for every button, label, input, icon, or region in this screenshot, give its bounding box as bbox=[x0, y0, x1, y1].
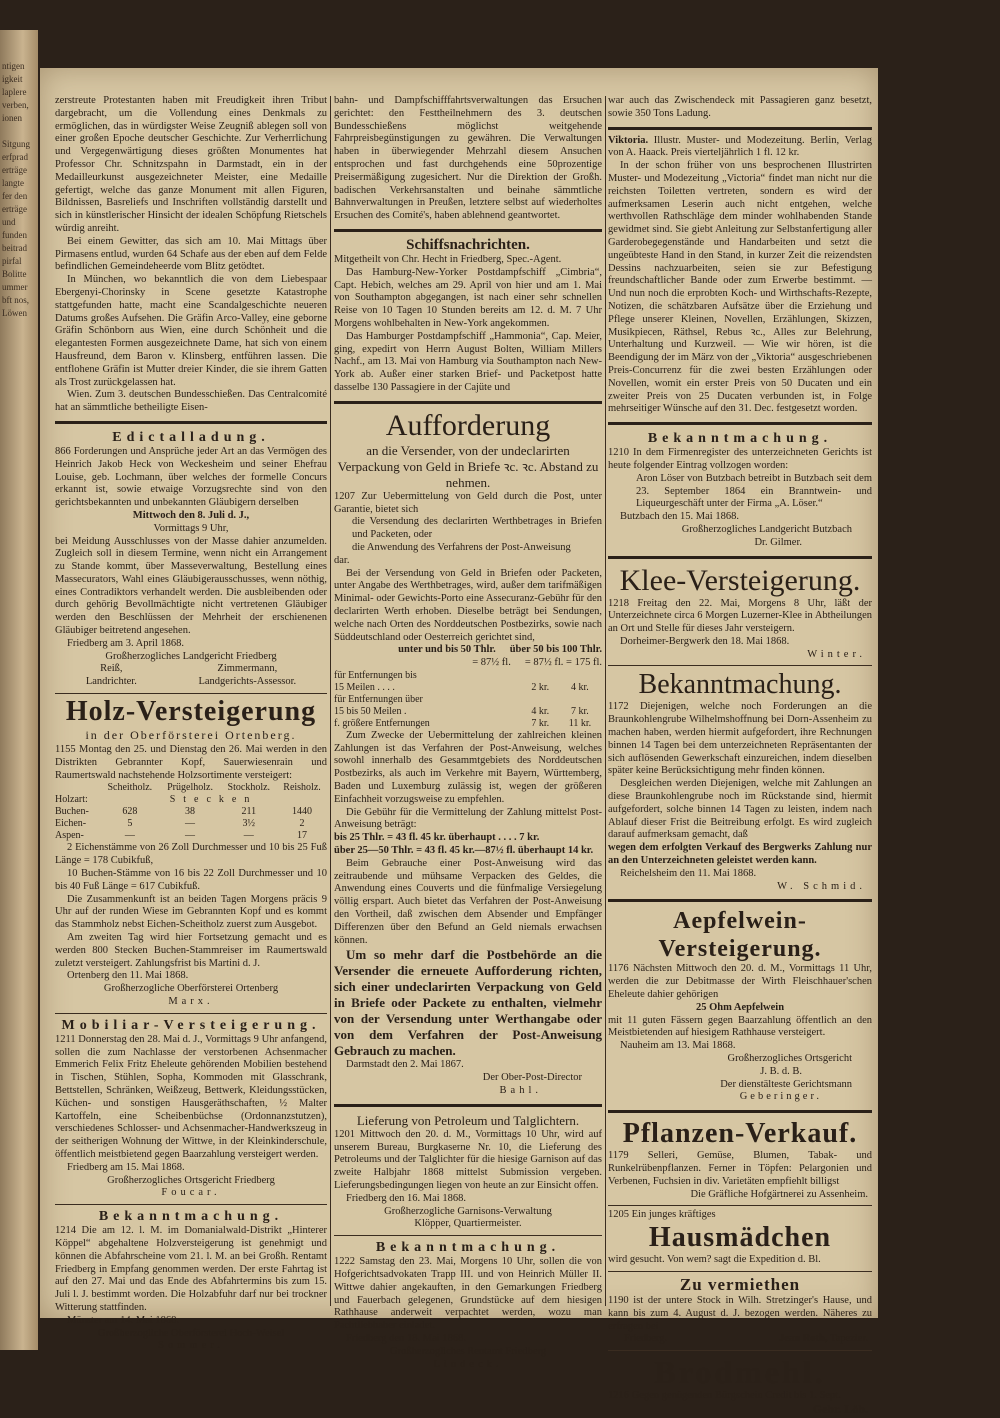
notice-body: 1214 Die am 12. l. M. im Domanialwald-Distrikt „Hinterer Köppel“ abgehaltene Holzversteigerung ist genehmigt und können die Abfahrscheine vom 21. l. M. an bei Großh. Rentamt Friedberg in Empfang genommen werden. Der erste Fahrtag ist auf den 27. Mai und das Ende des Abfahrtermins bis zum 15. Juli l. J. bestimmt worden. Die Holzabfuhr darf nur bei trockner Witterung stattfinden. bbox=[55, 1225, 327, 1313]
notice-aepfelwein-versteigerung bbox=[608, 906, 872, 1106]
notice-title: Lieferung von Petroleum und Talglichtern. bbox=[356, 1112, 580, 1128]
role: Landgerichts-Assessor. bbox=[198, 676, 297, 688]
signature: Marx. bbox=[168, 996, 214, 1008]
notice-bekanntmachung bbox=[55, 1207, 327, 1355]
office: Großherzogliche Garnisons-Verwaltung bbox=[384, 1205, 552, 1217]
paragraph: In der schon früher von uns besprochenen Illustrirten Muster- und Modezeitung „Victoria“ findet man nicht nur die reichsten Toiletten vertreten, sondern es wird der aufmerksamen Leserin auch nicht entgehen, welche werthvollen Rathschläge dem minder wohlhabenden Stande gewidmet sind. Sie giebt Anleitung zur Selbstanfertigung aller Garderobegegenstände und Handarbeiten und setzt die ungeübteste Hand in den Stand, in kurzer Zeit die reizendsten Dessins nachzuarbeiten, seien sie zur Befestigung freundschaftlicher Bande oder zum Erwerbe bestimmt. — Und nun noch die erprobten Koch- und Wirthschafts-Rezepte, Notizen, die schätzbaren Aufsätze über die Erziehung und Pflege unserer Kleinen, Novellen, Erzählungen, Skizzen, Musikpiecen, Räthsel, Rebus ꝛc., Alles zur Belehrung, Unterhaltung und Kurzweil. — Wie wir hören, ist die Beendigung der im März von der „Viktoria“ ausgeschriebenen Preis-Concurrenz für die zwei besten Erzählungen oder Novellen, womit ein erster Preis von 50 Ducaten und ein zweiter Preis von 25 Ducaten verbunden ist, in Folge mehrseitiger Wünsche auf den 31. Dec. festgesetzt worden. bbox=[608, 160, 872, 415]
paragraph: Das Hamburg-New-Yorker Postdampfschiff „Cimbria“, Capt. Hebich, welches am 29. April von hier und am 1. Mai von Southampton abgegangen, ist nach einer sehr schnellen Reise von 10 Tagen 10 Stunden bereits am 12. d. M. 7 Uhr Morgens wohlbehalten in New-York angekommen. bbox=[334, 266, 602, 329]
tariff-header: über 50 bis 100 Thlr. bbox=[509, 644, 602, 656]
tariff-header: unter und bis 50 Thlr. bbox=[398, 644, 496, 656]
fee-line: über 25—50 Thlr. = 43 fl. 45 kr.—87½ fl. überhaupt 14 kr. bbox=[334, 845, 594, 857]
news-article bbox=[334, 94, 602, 225]
office: Großherzogliches Rentamt Friedberg bbox=[389, 1345, 547, 1357]
place-date: Butzbach den 15. Mai 1868. bbox=[620, 511, 739, 523]
notice-title: Holz-Versteigerung bbox=[65, 696, 317, 728]
notice-body: 1218 Freitag den 22. Mai, Morgens 8 Uhr, läßt der Unterzeichnete circa 6 Morgen Luzerner-Klee in Abtheilungen an Ort und Stelle für dieses Jahr versteigern. bbox=[608, 597, 872, 635]
office: Großherzogliche Oberförsterei Hoch-Weisel bbox=[97, 1327, 285, 1339]
divider bbox=[608, 1110, 872, 1113]
divider bbox=[608, 422, 872, 425]
table-header: Stockholz. bbox=[227, 782, 271, 794]
ad-pflanzen-verkauf bbox=[608, 1117, 872, 1203]
review-title: Viktoria. bbox=[608, 134, 649, 146]
ad-title: Zu vermiethen bbox=[679, 1274, 801, 1294]
ad-intro: 1205 Ein junges kräftiges bbox=[608, 1209, 716, 1221]
wood-table bbox=[55, 782, 327, 842]
place-date: Reichelsheim den 11. Mai 1868. bbox=[620, 867, 757, 879]
divider bbox=[334, 1104, 602, 1107]
table-cell: 2 kr. bbox=[531, 681, 550, 693]
notice-body: 1176 Nächsten Mittwoch den 20. d. M., Vormittags 11 Uhr, werden die zur Debitmasse der Wirth Fleischhauer'schen Eheleute dahier gehörigen bbox=[608, 963, 872, 1001]
notice-body: Am zweiten Tag wird hier Fortsetzung gemacht und es werden 800 Stecken Buchen-Stammreiser im Raumertswald zuletzt versteigert. Zahlungsfrist bis Martini d. J. bbox=[55, 932, 327, 969]
notice-title: Bekanntmachung. bbox=[375, 1240, 561, 1256]
notice-body: 1172 Diejenigen, welche noch Forderungen an die Braunkohlengrube Wilhelmshoffnung bei Dorn-Assenheim zu machen haben, werden hiermit aufgefordert, ihre Rechnungen binnen 14 Tagen bei dem unterzeichneten Repräsentanten der sich auflösenden Gewerkschaft einzureichen, indem dieselben später keine Berücksichtigung mehr finden können. bbox=[608, 701, 872, 777]
paragraph: Das Hamburger Postdampfschiff „Hammonia“, Cap. Meier, ging, expedirt von Herrn August Bolten, William Millers Nachf., am 13. Mai von Hamburg via Southampton nach New-York ab. Außer einer starken Brief- und Packetpost hatte dasselbe 130 Passagiere in der Cajüte und bbox=[334, 330, 602, 393]
ad-title: Pflanzen-Verkauf. bbox=[622, 1118, 858, 1150]
notice-body: 1222 Samstag den 23. Mai, Morgens 10 Uhr, sollen die von Hofgerichtsadvokaten Trapp III. und von Heinrich Müller II. Wittwe dahier angekauften, in den Gemarkungen Friedberg und Fauerbach gelegenen, Grundstücke auf dem hiesigen Rathhause anderweit verpachtet werden, wozu man Pachtliebhaber einladet. bbox=[334, 1256, 602, 1332]
notice-body: 10 Buchen-Stämme von 16 bis 22 Zoll Durchmesser und 10 bis 40 Fuß Länge = 617 Cubikfuß. bbox=[55, 868, 327, 892]
option: die Versendung des declarirten Werthbetrages in Briefen und Packeten, oder bbox=[352, 516, 602, 541]
tariff-header: = 87½ fl. bbox=[472, 657, 511, 669]
column-1 bbox=[55, 94, 327, 1355]
table-row bbox=[55, 806, 327, 818]
table-header: Reisholz. bbox=[283, 782, 321, 794]
signature: W. Schmid. bbox=[777, 880, 866, 892]
table-cell: 211 bbox=[241, 806, 257, 818]
signature: Lindeck. bbox=[433, 1358, 503, 1370]
fee-line: bis 25 Thlr. = 43 fl. 45 kr. überhaupt . . . . 7 kr. bbox=[334, 832, 540, 844]
tariff-header: = 87½ fl. = 175 fl. bbox=[524, 657, 602, 669]
ad-body: 1179 Sellerі, Gemüse, Blumen, Tabak- und Runkelrübenpflanzen. Ferner in Töpfen: Pelargonien und Verbenen, Fuchsien in div. Varietäten empfiehlt billigst bbox=[608, 1150, 872, 1187]
notice-title: Bekanntmachung. bbox=[647, 431, 833, 447]
divider bbox=[608, 899, 872, 902]
place-date: Nauheim am 13. Mai 1868. bbox=[620, 1040, 736, 1052]
place-date: Dorheimer-Bergwerk den 18. Mai 1868. bbox=[620, 635, 790, 647]
notice-title: Klee-Versteigerung. bbox=[619, 563, 861, 597]
signature: Sommer. bbox=[158, 1340, 224, 1352]
ad-title: Hausmädchen bbox=[648, 1222, 832, 1254]
table-header: Scheitholz. bbox=[107, 782, 153, 794]
notice-body: 1211 Donnerstag den 28. Mai d. J., Vormittags 9 Uhr anfangend, sollen die zum Nachlasse der verstorbenen Achsenmacher Emmerich Felix Fritz Eheleute gehörenden Mobilien bestehend in Tischen, Stühlen, Sopha, Kommoden mit Glasschrank, Bettstellen, Schränken, Weißzeug, Bettwerk, Kleidungsstücken, Küchen- und sonstigen Hausgeräthschaften, ½ Malter Kartoffeln, eine Scheibenbüchse (Ordonnanzstutzen), verschiedenes Schlosser- und Achsenmacher-Handwerkszeug in der seitherigen Wohnung der Wittwe, in der Kleinkinderschule, öffentlich meistbietend gegen Baarzahlung versteigert werden. bbox=[55, 1033, 327, 1160]
place-date: Ortenberg den 11. Mai 1868. bbox=[67, 970, 189, 982]
signature: Reiß, bbox=[100, 663, 123, 675]
paragraph: In München, wo bekanntlich die von dem Liebespaar Ebergenyi-Chorinsky in Scene gesetzte Katastrophe stattgefunden hatte, macht eine Scandalgeschichte neueren Datums großes Aufsehen. Die Gräfin Arco-Valley, eine geborne Gräfin Schönborn aus Wien, eine durch Schönheit und die elegantesten Formen ausgezeichnete Dame, hat sich von einem Hausfreund, dem Baron v. Klinsberg, entführen lassen. Die entflohene Gräfin ist Mutter dreier Kinder, die sie ihrem Gatten als Trost zurückgelassen hat. bbox=[55, 274, 327, 388]
notice-bekanntmachung-1210 bbox=[608, 429, 872, 551]
newspaper-page bbox=[40, 68, 878, 1416]
table-cell: 7 kr. bbox=[571, 705, 589, 717]
tariff-table bbox=[334, 670, 602, 730]
notice-body: 1201 Mittwoch den 20. d. M., Vormittags 10 Uhr, wird auf unserem Bureau, Burgkaserne Nr. 10, die Lieferung des Petroleums und der Talglichter für die hiesige Garnison auf das zweite Halbjahr 1868 mittelst Submission vergeben. Lieferungsbedingungen liegen von heute an zur Einsicht offen. bbox=[334, 1128, 602, 1192]
table-header: Prügelholz. bbox=[167, 782, 213, 794]
column-2 bbox=[334, 94, 602, 1373]
table-row bbox=[334, 718, 602, 730]
signature: Klöpper, Quartiermeister. bbox=[414, 1218, 522, 1230]
notice-body: 2 Eichenstämme von 26 Zoll Durchmesser und 10 bis 25 Fuß Länge = 178 Cubikfuß, bbox=[55, 842, 327, 867]
ad-hausmaedchen bbox=[608, 1208, 872, 1269]
place-date: Friedberg den 16. Mai 1868. bbox=[346, 1192, 466, 1204]
role: Tapezier. bbox=[829, 1333, 868, 1345]
notice-bekanntmachung bbox=[334, 1238, 602, 1373]
divider bbox=[55, 693, 327, 694]
notice-title: Bekanntmachung. bbox=[638, 669, 842, 701]
paragraph: Wien. Zum 3. deutschen Bundesschießen. Das Centralcomité hat an sämmtliche betheiligte Eisen- bbox=[55, 389, 327, 414]
divider bbox=[55, 1204, 327, 1205]
notice-body: Um so mehr darf die Postbehörde an die Versender die erneuete Aufforderung richten, sich einer undeclarirten Verpackung von Geld in Briefe oder Packete zu enthalten, vielmehr von der Versendung unter Werthangabe oder von dem Verfahren der Post-Anweisung Gebrauch zu machen. bbox=[334, 947, 602, 1059]
review-header: Illustr. Muster- und Modezeitung. Berlin, Verlag von A. Haack. Preis vierteljährlich 1 fl. 12 kr. bbox=[608, 134, 872, 159]
table-row bbox=[55, 794, 327, 806]
notice-subtitle: an die Versender, von der undeclarirten Verpackung von Geld in Briefe ꝛc. ꝛc. Abstand zu nehmen. bbox=[337, 442, 599, 490]
paragraph: Bei einem Gewitter, das sich am 10. Mai Mittags über Pirmasens entlud, wurden 64 Schafe aus der eben auf dem Felde befindlichen Gemeindeheerde vom Blitz getödtet. bbox=[55, 235, 327, 273]
ad-zu-vermiethen bbox=[608, 1274, 872, 1348]
table-cell: Aspen- bbox=[55, 830, 84, 842]
office: Der Ober-Post-Director bbox=[482, 1072, 582, 1084]
place-date: Friedberg am 3. April 1868. bbox=[67, 637, 185, 649]
ad-body: 1190 ist der untere Stock in Wilh. Stretzinger's Hause, und kann bis zum 4. August d. J. bezogen werden. Näheres zu erfragen bei bbox=[608, 1294, 872, 1332]
paragraph: war auch das Zwischendeck mit Passagieren ganz besetzt, sowie 350 Tons Ladung. bbox=[608, 95, 872, 119]
table-row bbox=[334, 706, 602, 718]
notice-body: mit 11 guten Fässern gegen Baarzahlung öffentlich an den Meistbietenden auf hiesigem Rathhause versteigert. bbox=[608, 1014, 872, 1039]
table-cell: 15 Meilen . . . . bbox=[334, 681, 395, 693]
table-cell: 15 bis 50 Meilen . bbox=[334, 705, 407, 717]
table-cell: Eichen- bbox=[55, 818, 87, 830]
signature: Dr. Gilmer. bbox=[754, 536, 802, 548]
notice-body-emphasis: wegen dem erfolgten Verkauf des Bergwerks Zahlung nur an den Unterzeichneten geleistet werden kann. bbox=[608, 842, 872, 867]
notice-body: Die Zusammenkunft ist an beiden Tagen Morgens präcis 9 Uhr auf der runden Wiese im Gebrannten Kopf und es kommt das Stammholz nebst Eichen-Scheitholz zuerst zum Ausgebot. bbox=[55, 893, 327, 931]
office: Großherzogliche Oberförsterei Ortenberg bbox=[103, 983, 279, 995]
table-cell: — bbox=[124, 830, 135, 842]
divider bbox=[608, 1271, 872, 1272]
adjacent-page-edge bbox=[0, 30, 38, 1350]
table-row bbox=[334, 670, 602, 682]
table-row bbox=[334, 682, 602, 694]
column-3 bbox=[608, 94, 872, 1418]
divider bbox=[334, 1235, 602, 1236]
column-divider bbox=[330, 96, 331, 1306]
divider bbox=[608, 665, 872, 666]
court: Großherzogliches Landgericht Friedberg bbox=[105, 650, 277, 662]
divider bbox=[608, 1205, 872, 1206]
signature: Geberinger. bbox=[739, 1091, 822, 1103]
divider bbox=[334, 229, 602, 232]
table-cell: 5 bbox=[127, 818, 133, 830]
notice-title: Aufforderung bbox=[385, 408, 551, 442]
table-cell: — bbox=[185, 818, 196, 830]
table-cell: für Entfernungen über bbox=[334, 693, 423, 705]
table-cell: 38 bbox=[185, 806, 196, 818]
signature: Foucar. bbox=[161, 1187, 221, 1199]
table-cell: 17 bbox=[297, 830, 308, 842]
place-date: Darmstadt den 2. Mai 1867. bbox=[346, 1059, 464, 1071]
notice-title: Edictalladung. bbox=[112, 429, 270, 445]
register-entry: Aron Löser von Butzbach betreibt in Butzbach seit dem 23. September 1864 ein Branntwein- und Liqueurgeschäft unter der Firma „A. Löser.“ bbox=[636, 472, 872, 510]
table-cell: 3½ bbox=[242, 818, 256, 830]
ad-brodmehl bbox=[608, 1353, 872, 1418]
court: Großherzogliches Landgericht Butzbach bbox=[681, 523, 852, 535]
table-row bbox=[55, 830, 327, 842]
item: 25 Ohm Aepfelwein bbox=[695, 1001, 785, 1013]
notice-lieferung bbox=[334, 1111, 602, 1233]
notice-title: Aepfelwein-Versteigerung. bbox=[658, 908, 822, 963]
table-cell: 628 bbox=[122, 806, 138, 818]
table-row bbox=[55, 782, 327, 794]
notice-bekanntmachung-1172 bbox=[608, 668, 872, 895]
signature: Zimmermann, bbox=[217, 663, 278, 675]
table-cell: — bbox=[185, 830, 196, 842]
signature: Gebr. Löb. bbox=[812, 1401, 868, 1416]
signature: Jean Roth, bbox=[779, 1333, 828, 1345]
notice-body: 1210 In dem Firmenregister des unterzeichneten Gerichts ist heute folgender Eintrag vollzogen worden: bbox=[608, 447, 872, 471]
table-cell: 4 kr. bbox=[571, 681, 589, 693]
role: Landrichter. bbox=[85, 676, 137, 688]
news-article bbox=[608, 94, 872, 123]
table-cell: — bbox=[243, 830, 254, 842]
table-cell: Buchen- bbox=[55, 806, 89, 818]
notice-title: Mobiliar-Versteigerung. bbox=[61, 1017, 321, 1033]
notice-aufforderung bbox=[334, 408, 602, 1100]
notice-body: Die Gebühr für die Vermittelung der Zahlung mittelst Post-Anweisung beträgt: bbox=[334, 806, 602, 831]
divider bbox=[608, 556, 872, 559]
signature: Winter. bbox=[807, 648, 866, 660]
notice-title: Bekanntmachung. bbox=[98, 1209, 284, 1225]
table-cell: 4 kr. bbox=[531, 705, 550, 717]
review-viktoria bbox=[608, 134, 872, 419]
column-divider bbox=[605, 96, 606, 1306]
table-label: Holzart: bbox=[55, 794, 88, 806]
text: dar. bbox=[334, 554, 350, 566]
signature: Die Gräfliche Hofgärtnerei zu Assenheim. bbox=[690, 1188, 868, 1200]
section-title: Schiffsnachrichten. bbox=[406, 236, 530, 253]
divider bbox=[608, 127, 872, 130]
notice-body: 1207 Zur Uebermittelung von Geld durch die Post, unter Garantie, bietet sich bbox=[334, 490, 602, 515]
divider bbox=[334, 401, 602, 404]
table-row bbox=[334, 694, 602, 706]
notice-edictalladung bbox=[55, 428, 327, 691]
table-unit: Stecken bbox=[169, 794, 258, 806]
ship-news bbox=[334, 236, 602, 397]
notice-body: Bei der Versendung von Geld in Briefen oder Packeten, unter Angabe des Werthbetrages, wird, außer dem tarifmäßigen Minimal- oder Gewichts-Porto eine Assecuranz-Gebühr für den declarirten Werth erhoben. Dieselbe beträgt bei Sendungen, welche nach Orten des Norddeutschen Postbezirks, sowie nach Süddeutschland oder Oesterreich gerichtet sind, bbox=[334, 567, 602, 643]
notice-body: Desgleichen werden Diejenigen, welche mit Zahlungen an diese Braunkohlengrube noch im Rückstande sind, hiermit aufgefordert, solche binnen 14 Tagen zu leisten, indem nach Ablauf dieser Frist die Beitreibung erfolgt. Es wird zugleich darauf aufmerksam gemacht, daß bbox=[608, 778, 872, 841]
notice-body: 866 Forderungen und Ansprüche jeder Art an das Vermögen des Heinrich Jakob Heck von Weckesheim und seiner Ehefrau Louise, geb. Lochmann, über welches der formelle Concurs erkannt ist, sowie etwaige Vorzugsrechte sind von den gerichtsbekannten und unbekannten Gläubigern derselben bbox=[55, 445, 327, 509]
date: Mittwoch den 8. Juli d. J., bbox=[132, 509, 250, 521]
table-cell: 11 kr. bbox=[568, 717, 592, 729]
table-row bbox=[55, 818, 327, 830]
divider bbox=[55, 1013, 327, 1014]
paragraph: zerstreute Protestanten haben mit Freudigkeit ihren Tribut dargebracht, um die Vollendung eines Denkmals zu ermöglichen, das in würdigster Weise Zeugniß ablegen soll von einer großen Epoche deutscher Geschichte. Zur Verherrlichung und Vergegenwärtigung dieses größten Monumentes hat Professor Chr. Schnitzspahn in Darmstadt, ein in der Medailleurkunst ausgezeichneter Meister, eine Medaille gefertigt, welche das ganze Monument mit allen Figuren, Bildnissen, Basreliefs und Inschriften vollständig darstellt und sich in künstlerischer Hinsicht der idealen Schöpfung Rietschels würdig anreiht. bbox=[55, 95, 327, 234]
role: Der dienstälteste Gerichtsmann bbox=[720, 1078, 852, 1090]
table-cell: 1440 bbox=[292, 806, 313, 818]
place: Friedberg. bbox=[624, 1333, 668, 1345]
byline: Mitgetheilt von Chr. Hecht in Friedberg, Spec.-Agent. bbox=[334, 253, 562, 265]
notice-body: 1155 Montag den 25. und Dienstag den 26. Mai werden in den Distrikten Gebrannter Kopf, Sauerwiesenrain und Raumertswald nachstehende Holzsortimente versteigert: bbox=[55, 744, 327, 781]
ad-body: wird gesucht. Von wem? sagt die Expedition d. Bl. bbox=[608, 1254, 821, 1266]
paragraph: bahn- und Dampfschifffahrtsverwaltungen das Ersuchen gerichtet: den Festtheilnehmern des 3. deutschen Bundesschießens möglichst weitgehende Fahrpreisbegünstigungen zu gewähren. Die Verwaltungen haben in überwiegender Mehrzahl diesem Ansuchen entsprochen und fast durchgehends eine 50prozentige Preisermäßigung zugesichert. Nur die Direktion der Großh. badischen Verkehrsanstalten und beinahe sämmtliche Bahnverwaltungen in Preußen, letztere selbst auf wiederholtes Ersuchen des Comité's, haben ablehnend geantwortet. bbox=[334, 95, 602, 222]
notice-holz-versteigerung bbox=[55, 696, 327, 1011]
news-article bbox=[55, 94, 327, 417]
signature: Bahl. bbox=[499, 1085, 542, 1097]
place-date: Friedberg den 18. Mai 1868. bbox=[346, 1332, 466, 1344]
divider bbox=[55, 421, 327, 424]
notice-body: bei Meidung Ausschlusses von der Masse dahier anzumelden. Zugleich soll in diesem Termine, wenn nicht ein Arrangement zu Stande kommt, über Masseverwaltung, Bestellung eines Massecurators, Wahl eines Gläubigerausschusses, wenn nöthig, eines Contradiktors verhandelt werden. Die ausbleibenden oder durch gehörig Bevollmächtigte nicht vertretenen Gläubiger werden den Beschlüssen der Mehrheit der erschienenen Gläubiger beitretend angesehen. bbox=[55, 535, 327, 637]
table-cell: für Entfernungen bis bbox=[334, 669, 417, 681]
table-cell: f. größere Entfernungen bbox=[334, 717, 430, 729]
place-date: Friedberg am 15. Mai 1868. bbox=[67, 1161, 185, 1173]
ad-body: 1216 Gegen genügenden Bürgschein Credit bis 1. Sept. bbox=[608, 1390, 841, 1402]
notice-body: Zum Zwecke der Uebermittelung der zahlreichen kleinen Zahlungen ist das Verfahren der Post-Anweisung, welches sowohl innerhalb des Gesammtgebiets des Norddeutschen Postbezirks, als auch im Verkehre mit Bayern, Württemberg, Baden und Luxemburg zulässig ist, wegen der größeren Einfachheit vorzugsweise zu empfehlen. bbox=[334, 729, 602, 805]
court: Großherzogliches Ortsgericht Friedberg bbox=[107, 1174, 275, 1186]
notice-body: Beim Gebrauche einer Post-Anweisung wird das zeitraubende und mühsame Verpacken des Geldes, die Anwendung eines Couverts und die fünfmalige Versiegelung völlig erspart. Auch bietet das Verfahren der Post-Anweisung den Vortheil, daß zwischen dem Absender und Empfänger Differenzen über den Befund an Geld niemals erwachsen können. bbox=[334, 857, 602, 946]
notice-mobiliar-versteigerung bbox=[55, 1016, 327, 1202]
notice-subtitle: in der Oberförsterei Ortenberg. bbox=[85, 728, 297, 743]
divider bbox=[608, 1350, 872, 1351]
adjacent-page-text: ntigen igkeit laplere verben, ionen Sitgung erfprad erträge langte fer den erträge und funden beitrad pirfal Bolitte ummer bft nos, Löwen bbox=[2, 61, 31, 318]
table-cell: 7 kr. bbox=[531, 717, 550, 729]
ad-title: Brodmehl. bbox=[654, 1354, 826, 1391]
place-date: Münster am 14. Mai 1868. bbox=[67, 1314, 179, 1326]
initials: J. B. d. B. bbox=[760, 1065, 802, 1077]
court: Großherzogliches Ortsgericht bbox=[727, 1053, 852, 1065]
time: Vormittags 9 Uhr, bbox=[153, 522, 229, 534]
table-cell: 2 bbox=[299, 818, 305, 830]
option: die Anwendung des Verfahrens der Post-Anweisung bbox=[352, 541, 571, 553]
notice-klee-versteigerung bbox=[608, 563, 872, 664]
